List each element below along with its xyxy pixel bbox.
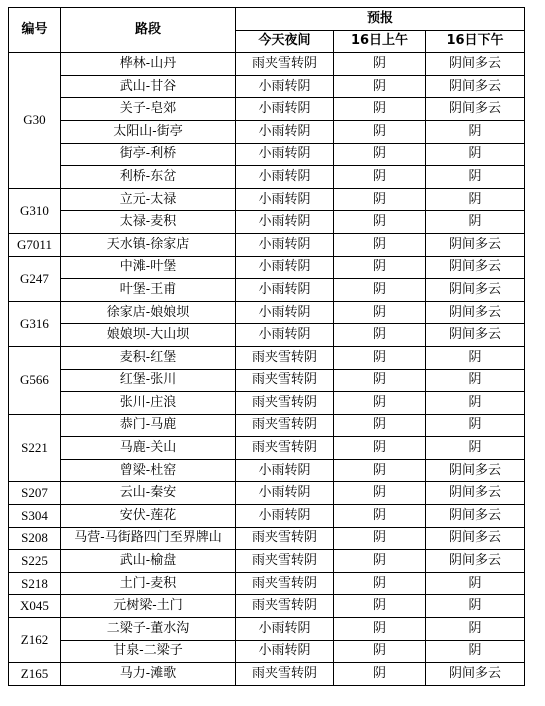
morning-cell: 阴 <box>334 53 426 76</box>
road-segment-cell: 太阳山-街亭 <box>61 120 236 143</box>
route-code-cell: G310 <box>9 188 61 233</box>
route-code-cell: G247 <box>9 256 61 301</box>
road-segment-cell: 徐家店-娘娘坝 <box>61 301 236 324</box>
afternoon-cell: 阴 <box>426 595 525 618</box>
road-segment-cell: 马营-马街路四门至界牌山 <box>61 527 236 550</box>
morning-cell: 阴 <box>334 392 426 415</box>
route-code-cell: G7011 <box>9 233 61 256</box>
road-segment-cell: 天水镇-徐家店 <box>61 233 236 256</box>
tonight-cell: 小雨转阴 <box>236 505 334 528</box>
morning-cell: 阴 <box>334 233 426 256</box>
tonight-cell: 小雨转阴 <box>236 256 334 279</box>
tonight-cell: 小雨转阴 <box>236 120 334 143</box>
route-code-cell: G566 <box>9 346 61 414</box>
route-code-cell: S221 <box>9 414 61 482</box>
table-row <box>9 301 525 324</box>
route-code-cell: Z162 <box>9 618 61 663</box>
morning-cell: 阴 <box>334 663 426 686</box>
tonight-cell: 雨夹雪转阴 <box>236 663 334 686</box>
afternoon-cell: 阴间多云 <box>426 663 525 686</box>
table-row <box>9 346 525 369</box>
morning-cell: 阴 <box>334 211 426 234</box>
table-row <box>9 324 525 347</box>
afternoon-cell: 阴间多云 <box>426 98 525 121</box>
afternoon-cell: 阴间多云 <box>426 256 525 279</box>
tonight-cell: 小雨转阴 <box>236 324 334 347</box>
road-segment-cell: 麦积-红堡 <box>61 346 236 369</box>
road-segment-cell: 云山-秦安 <box>61 482 236 505</box>
table-row <box>9 663 525 686</box>
afternoon-cell: 阴间多云 <box>426 527 525 550</box>
table-row <box>9 279 525 302</box>
morning-cell: 阴 <box>334 75 426 98</box>
road-segment-cell: 叶堡-王甫 <box>61 279 236 302</box>
afternoon-cell: 阴间多云 <box>426 482 525 505</box>
table-row <box>9 53 525 76</box>
tonight-cell: 雨夹雪转阴 <box>236 550 334 573</box>
morning-cell: 阴 <box>334 437 426 460</box>
afternoon-cell: 阴 <box>426 143 525 166</box>
morning-cell: 阴 <box>334 301 426 324</box>
table-row <box>9 640 525 663</box>
tonight-cell: 小雨转阴 <box>236 143 334 166</box>
morning-cell: 阴 <box>334 279 426 302</box>
table-row <box>9 437 525 460</box>
road-segment-cell: 娘娘坝-大山坝 <box>61 324 236 347</box>
morning-cell: 阴 <box>334 369 426 392</box>
tonight-cell: 小雨转阴 <box>236 459 334 482</box>
route-code-cell: S208 <box>9 527 61 550</box>
tonight-cell: 雨夹雪转阴 <box>236 53 334 76</box>
afternoon-cell: 阴间多云 <box>426 505 525 528</box>
road-segment-cell: 二梁子-董水沟 <box>61 618 236 641</box>
morning-cell: 阴 <box>334 595 426 618</box>
header-row-1 <box>9 8 525 31</box>
morning-cell: 阴 <box>334 188 426 211</box>
table-row <box>9 98 525 121</box>
afternoon-cell: 阴 <box>426 211 525 234</box>
afternoon-cell: 阴间多云 <box>426 324 525 347</box>
route-code-cell: X045 <box>9 595 61 618</box>
morning-cell: 阴 <box>334 414 426 437</box>
road-segment-cell: 中滩-叶堡 <box>61 256 236 279</box>
road-segment-cell: 安伏-莲花 <box>61 505 236 528</box>
header-tonight: 今天夜间 <box>236 30 334 53</box>
morning-cell: 阴 <box>334 550 426 573</box>
morning-cell: 阴 <box>334 618 426 641</box>
afternoon-cell: 阴间多云 <box>426 301 525 324</box>
morning-cell: 阴 <box>334 143 426 166</box>
tonight-cell: 雨夹雪转阴 <box>236 346 334 369</box>
afternoon-cell: 阴 <box>426 618 525 641</box>
road-segment-cell: 利桥-东岔 <box>61 166 236 189</box>
tonight-cell: 小雨转阴 <box>236 618 334 641</box>
table-row <box>9 211 525 234</box>
afternoon-cell: 阴 <box>426 437 525 460</box>
route-code-cell: S218 <box>9 572 61 595</box>
tonight-cell: 雨夹雪转阴 <box>236 437 334 460</box>
road-segment-cell: 武山-甘谷 <box>61 75 236 98</box>
morning-cell: 阴 <box>334 572 426 595</box>
route-code-cell: S304 <box>9 505 61 528</box>
morning-cell: 阴 <box>334 324 426 347</box>
tonight-cell: 小雨转阴 <box>236 188 334 211</box>
tonight-cell: 小雨转阴 <box>236 279 334 302</box>
morning-cell: 阴 <box>334 482 426 505</box>
road-segment-cell: 太禄-麦积 <box>61 211 236 234</box>
tonight-cell: 小雨转阴 <box>236 166 334 189</box>
morning-cell: 阴 <box>334 459 426 482</box>
tonight-cell: 雨夹雪转阴 <box>236 572 334 595</box>
tonight-cell: 小雨转阴 <box>236 482 334 505</box>
table-header <box>9 8 525 53</box>
morning-cell: 阴 <box>334 505 426 528</box>
table-row <box>9 75 525 98</box>
header-forecast: 预报 <box>236 8 525 31</box>
table-row <box>9 414 525 437</box>
table-row <box>9 143 525 166</box>
tonight-cell: 小雨转阴 <box>236 640 334 663</box>
road-segment-cell: 张川-庄浪 <box>61 392 236 415</box>
table-row <box>9 120 525 143</box>
route-code-cell: Z165 <box>9 663 61 686</box>
road-segment-cell: 街亭-利桥 <box>61 143 236 166</box>
road-segment-cell: 马力-滩歌 <box>61 663 236 686</box>
route-code-cell: S225 <box>9 550 61 573</box>
table-row <box>9 233 525 256</box>
tonight-cell: 小雨转阴 <box>236 211 334 234</box>
tonight-cell: 雨夹雪转阴 <box>236 369 334 392</box>
tonight-cell: 雨夹雪转阴 <box>236 392 334 415</box>
table-row <box>9 392 525 415</box>
afternoon-cell: 阴 <box>426 414 525 437</box>
route-code-cell: G316 <box>9 301 61 346</box>
road-segment-cell: 关子-皂郊 <box>61 98 236 121</box>
table-row <box>9 595 525 618</box>
road-segment-cell: 曾梁-杜窑 <box>61 459 236 482</box>
morning-cell: 阴 <box>334 346 426 369</box>
table-row <box>9 550 525 573</box>
afternoon-cell: 阴间多云 <box>426 550 525 573</box>
afternoon-cell: 阴间多云 <box>426 233 525 256</box>
tonight-cell: 雨夹雪转阴 <box>236 414 334 437</box>
afternoon-cell: 阴 <box>426 369 525 392</box>
road-segment-cell: 武山-榆盘 <box>61 550 236 573</box>
afternoon-cell: 阴间多云 <box>426 459 525 482</box>
afternoon-cell: 阴 <box>426 120 525 143</box>
morning-cell: 阴 <box>334 120 426 143</box>
afternoon-cell: 阴间多云 <box>426 53 525 76</box>
afternoon-cell: 阴 <box>426 346 525 369</box>
tonight-cell: 雨夹雪转阴 <box>236 527 334 550</box>
afternoon-cell: 阴 <box>426 188 525 211</box>
table-row <box>9 256 525 279</box>
afternoon-cell: 阴 <box>426 640 525 663</box>
morning-cell: 阴 <box>334 640 426 663</box>
tonight-cell: 小雨转阴 <box>236 233 334 256</box>
forecast-table <box>8 7 525 686</box>
road-segment-cell: 立元-太禄 <box>61 188 236 211</box>
morning-cell: 阴 <box>334 527 426 550</box>
road-segment-cell: 红堡-张川 <box>61 369 236 392</box>
road-segment-cell: 桦林-山丹 <box>61 53 236 76</box>
road-segment-cell: 甘泉-二梁子 <box>61 640 236 663</box>
header-road: 路段 <box>61 8 236 53</box>
road-segment-cell: 土门-麦积 <box>61 572 236 595</box>
tonight-cell: 小雨转阴 <box>236 75 334 98</box>
morning-cell: 阴 <box>334 166 426 189</box>
route-code-cell: G30 <box>9 53 61 189</box>
route-code-cell: S207 <box>9 482 61 505</box>
table-row <box>9 505 525 528</box>
afternoon-cell: 阴 <box>426 392 525 415</box>
header-afternoon: 16日下午 <box>426 30 525 53</box>
morning-cell: 阴 <box>334 98 426 121</box>
afternoon-cell: 阴 <box>426 572 525 595</box>
morning-cell: 阴 <box>334 256 426 279</box>
table-row <box>9 188 525 211</box>
afternoon-cell: 阴间多云 <box>426 75 525 98</box>
table-row <box>9 369 525 392</box>
tonight-cell: 小雨转阴 <box>236 98 334 121</box>
tonight-cell: 小雨转阴 <box>236 301 334 324</box>
afternoon-cell: 阴间多云 <box>426 279 525 302</box>
tonight-cell: 雨夹雪转阴 <box>236 595 334 618</box>
header-code: 编号 <box>9 8 61 53</box>
road-segment-cell: 元树梁-土门 <box>61 595 236 618</box>
road-segment-cell: 恭门-马鹿 <box>61 414 236 437</box>
table-row <box>9 618 525 641</box>
header-morning: 16日上午 <box>334 30 426 53</box>
table-row <box>9 459 525 482</box>
afternoon-cell: 阴 <box>426 166 525 189</box>
table-row <box>9 482 525 505</box>
table-row <box>9 527 525 550</box>
table-body <box>9 53 525 686</box>
table-row <box>9 572 525 595</box>
road-segment-cell: 马鹿-关山 <box>61 437 236 460</box>
table-row <box>9 166 525 189</box>
